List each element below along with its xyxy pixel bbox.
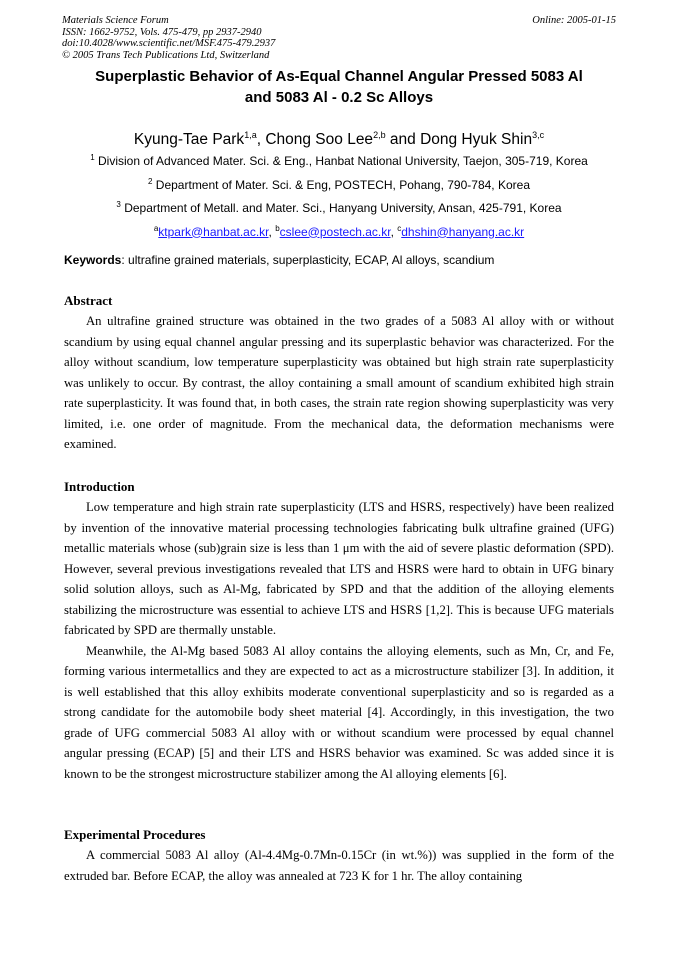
affiliation-superscript: 3	[116, 200, 121, 209]
email-superscript: b	[275, 223, 280, 233]
section-heading: Introduction	[64, 479, 135, 494]
email-line: $^a$ktpark@hanbat.ac.kr, $^b$cslee@postech.ac.kr, $^c$dhshin@hanyang.ac.kr	[153, 223, 525, 239]
email-link[interactable]: cslee@postech.ac.kr	[279, 224, 391, 239]
affiliation-text: Department of Mater. Sci. & Eng, POSTECH, Pohang, 790-784, Korea	[155, 177, 530, 192]
affiliation-line	[40, 148, 638, 172]
paper-title	[40, 66, 638, 108]
author-superscript: 3,c	[532, 130, 545, 140]
body-paragraph: Meanwhile, the Al-Mg based 5083 Al alloy contains the alloying elements, such as Mn, Cr, and Fe, forming various intermetallics and they are expected to act as a microstructure stabilizer [3]. In addition, it is well established that this alloy exhibits moderate conventional superplasticity and so is regarded as a strong candidate for the automobile body sheet material [4]. Accordingly, in this investigation, the two grade of UFG commercial 5083 Al alloy with or without scandium were processed by equal channel angular pressing (ECAP) [5] and their LTS and HSRS behavior was examined. Sc was added since it is known to be the strongest microstructure stabilizer among the Al alloying elements [6].	[64, 643, 614, 781]
journal-name: Materials Science Forum	[62, 15, 169, 26]
body-paragraph: An ultrafine grained structure was obtained in the two grades of a 5083 Al alloy with or without scandium by using equal channel angular pressing and its superplastic behavior was characterized. For the alloy without scandium, low temperature superplasticity was obtained but high strain rate superplasticity was unlikely to occur. By contrast, the alloy containing a small amount of scandium exhibited high strain rate superplasticity. It was found that, in both cases, the strain rate region showing superplasticity was very limited, i.e. one order of magnitude. From the mechanical data, the deformation mechanisms were examined.	[64, 314, 614, 451]
email-link[interactable]: dhshin@hanyang.ac.kr	[401, 224, 525, 239]
author-superscript: 1,a	[244, 130, 257, 140]
affiliation-line	[40, 195, 638, 219]
publication-header	[62, 15, 616, 61]
copyright-line: © 2005 Trans Tech Publications Ltd, Switzerland	[62, 49, 270, 61]
abstract-section	[64, 291, 614, 455]
experimental-section	[64, 825, 614, 886]
affiliation-superscript: 1	[90, 153, 95, 162]
author-separator: and	[385, 131, 421, 148]
body-paragraph: A commercial 5083 Al alloy (Al-4.4Mg-0.7Mn-0.15Cr (in wt.%)) was supplied in the form of the extruded bar. Before ECAP, the alloy was annealed at 723 K for 1 hr. The alloy containing	[64, 848, 614, 883]
email-superscript: a	[153, 223, 159, 233]
title-line-1: Superplastic Behavior of As-Equal Channel Angular Pressed 5083 Al	[95, 68, 583, 85]
affiliation-line	[40, 172, 638, 196]
doi-line: doi:10.4028/www.scientific.net/MSF.475-479.2937	[62, 38, 276, 49]
author-list	[40, 125, 638, 150]
section-heading: Experimental Procedures	[64, 827, 206, 842]
issn-line: ISSN: 1662-9752, Vols. 475-479, pp 2937-2940	[62, 26, 262, 38]
author-name: Dong Hyuk Shin	[420, 131, 533, 148]
keywords-line	[64, 251, 624, 269]
keywords-label: Keywords	[64, 253, 122, 267]
email-link[interactable]: ktpark@hanbat.ac.kr	[158, 224, 269, 239]
affiliation-text: Department of Metall. and Mater. Sci., Hanyang University, Ansan, 425-791, Korea	[124, 201, 562, 215]
online-date: Online: 2005-01-15	[532, 15, 616, 26]
affiliation-text: Division of Advanced Mater. Sci. & Eng., Hanbat National University, Taejon, 305-719, Korea	[97, 154, 588, 168]
affiliation-superscript: 2	[148, 176, 153, 186]
author-superscript: 2,b	[373, 130, 386, 140]
author-name: Chong Soo Lee	[265, 131, 374, 148]
keywords-text: : ultrafine grained materials, superplasticity, ECAP, Al alloys, scandium	[121, 253, 495, 267]
introduction-section	[64, 477, 614, 784]
author-name: Kyung-Tae Park	[133, 131, 245, 148]
body-paragraph: Low temperature and high strain rate superplasticity (LTS and HSRS, respectively) have been realized by invention of the innovative material processing technologies fabricating bulk ultrafine grained (UFG) metallic materials whose (sub)grain size is less than 1 μm with the aid of severe plastic deformation (SPD). However, several previous investigations revealed that LTS and HSRS were hard to obtain in UFG binary solid solution alloys, such as Al-Mg, fabricated by SPD and that the addition of the alloying elements stabilizing the microstructure was essential to achieve LTS and HSRS [1,2]. This is because UFG materials fabricated by SPD are thermally unstable.	[64, 500, 614, 637]
email-superscript: c	[397, 223, 402, 233]
author-separator: ,	[256, 131, 266, 148]
section-heading: Abstract	[64, 293, 113, 308]
title-line-2: and 5083 Al - 0.2 Sc Alloys	[244, 89, 434, 106]
affiliations	[40, 148, 638, 242]
